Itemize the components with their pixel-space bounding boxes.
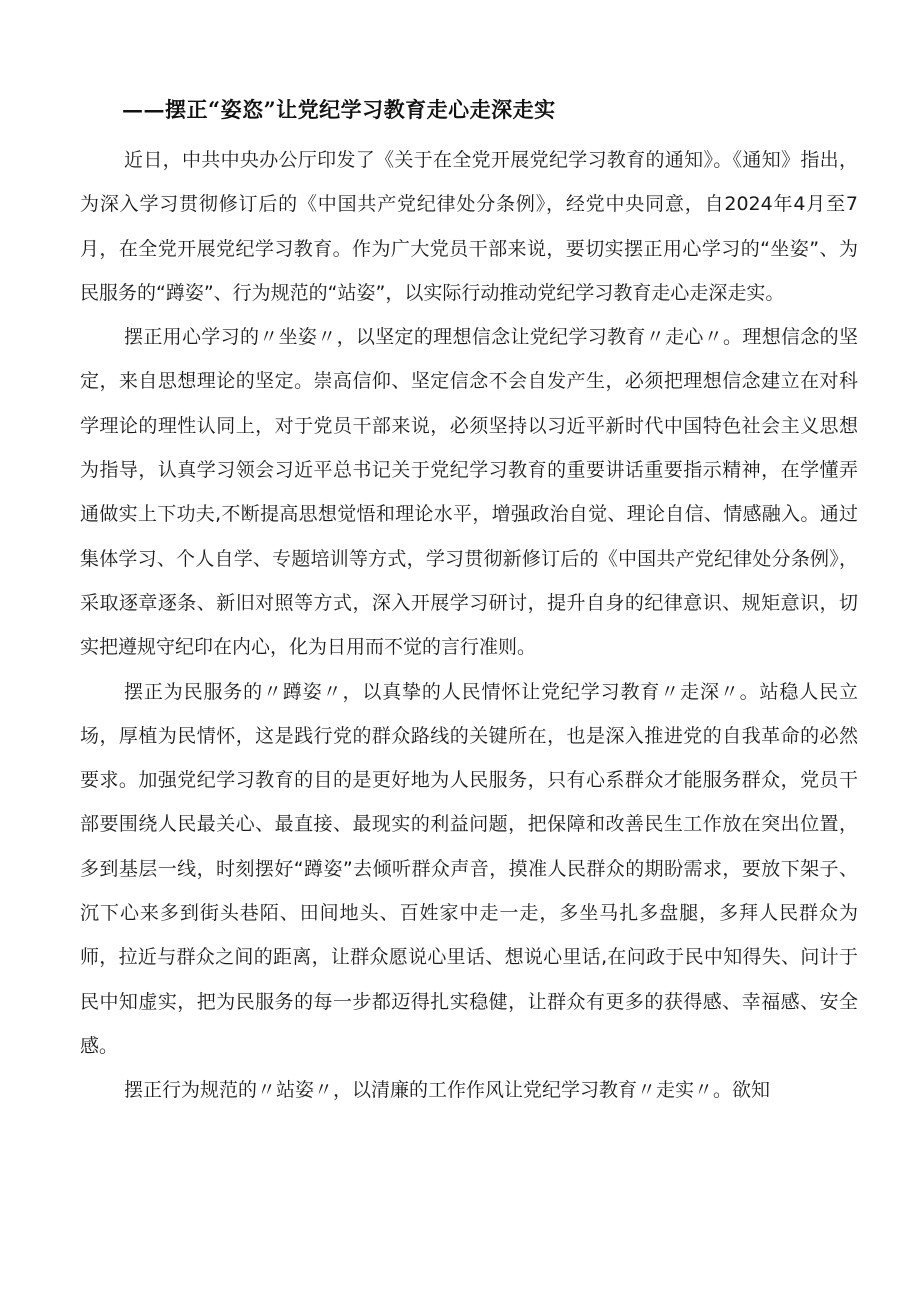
paragraph-standing-posture: 摆正行为规范的〃站姿〃，以清廉的工作作风让党纪学习教育〃走实〃。欲知 — [124, 1079, 771, 1102]
paragraph-sitting-posture: 摆正用心学习的〃坐姿〃，以坚定的理想信念让党纪学习教育〃走心〃。理想信念的坚定，来自思想理论的坚定。崇高信仰、坚定信念不会自发产生，必须把理想信念建立在对科学理论的理性认同上，对于党员干部来说，必须坚持以习近平新时代中国特色社会主义思想为指导，认真学习领会习近平总书记关于党纪学习教育的重要讲话重要指示精神，在学懂弄通做实上下功夫,不断提高思想觉悟和理论水平，增强政治自觉、理论自信、情感融入。通过集体学习、个人自学、专题培训等方式，学习贯彻新修订后的《中国共产党纪律处分条例》，采取逐章逐条、新旧对照等方式，深入开展学习研讨，提升自身的纪律意识、规矩意识，切实把遵规守纪印在内心，化为日用而不觉的言行准则。 — [80, 326, 858, 659]
paragraph-intro: 近日，中共中央办公厅印发了《关于在全党开展党纪学习教育的通知》。《通知》指出，为深入学习贯彻修订后的《中国共产党纪律处分条例》，经党中央同意，自2024年4月至7月，在全党开展党纪学习教育。作为广大党员干部来说，要切实摆正用心学习的“坐姿”、为民服务的“蹲姿”、行为规范的“站姿”，以实际行动推动党纪学习教育走心走深走实。 — [80, 149, 858, 304]
document-body — [80, 138, 858, 1113]
paragraph-squatting-posture: 摆正为民服务的〃蹲姿〃，以真挚的人民情怀让党纪学习教育〃走深〃。站稳人民立场，厚植为民情怀，这是践行党的群众路线的关键所在，也是深入推进党的自我革命的必然要求。加强党纪学习教育的目的是更好地为人民服务，只有心系群众才能服务群众，党员干部要围绕人民最关心、最直接、最现实的利益问题，把保障和改善民生工作放在突出位置，多到基层一线，时刻摆好“蹲姿”去倾听群众声音，摸准人民群众的期盼需求，要放下架子、沉下心来多到街头巷陌、田间地头、百姓家中走一走，多坐马扎多盘腿，多拜人民群众为师，拉近与群众之间的距离，让群众愿说心里话、想说心里话,在问政于民中知得失、问计于民中知虚实，把为民服务的每一步都迈得扎实稳健，让群众有更多的获得感、幸福感、安全感。 — [80, 680, 858, 1057]
document-subtitle: ——摆正“姿恣”让党纪学习教育走心走深走实 — [122, 97, 556, 122]
